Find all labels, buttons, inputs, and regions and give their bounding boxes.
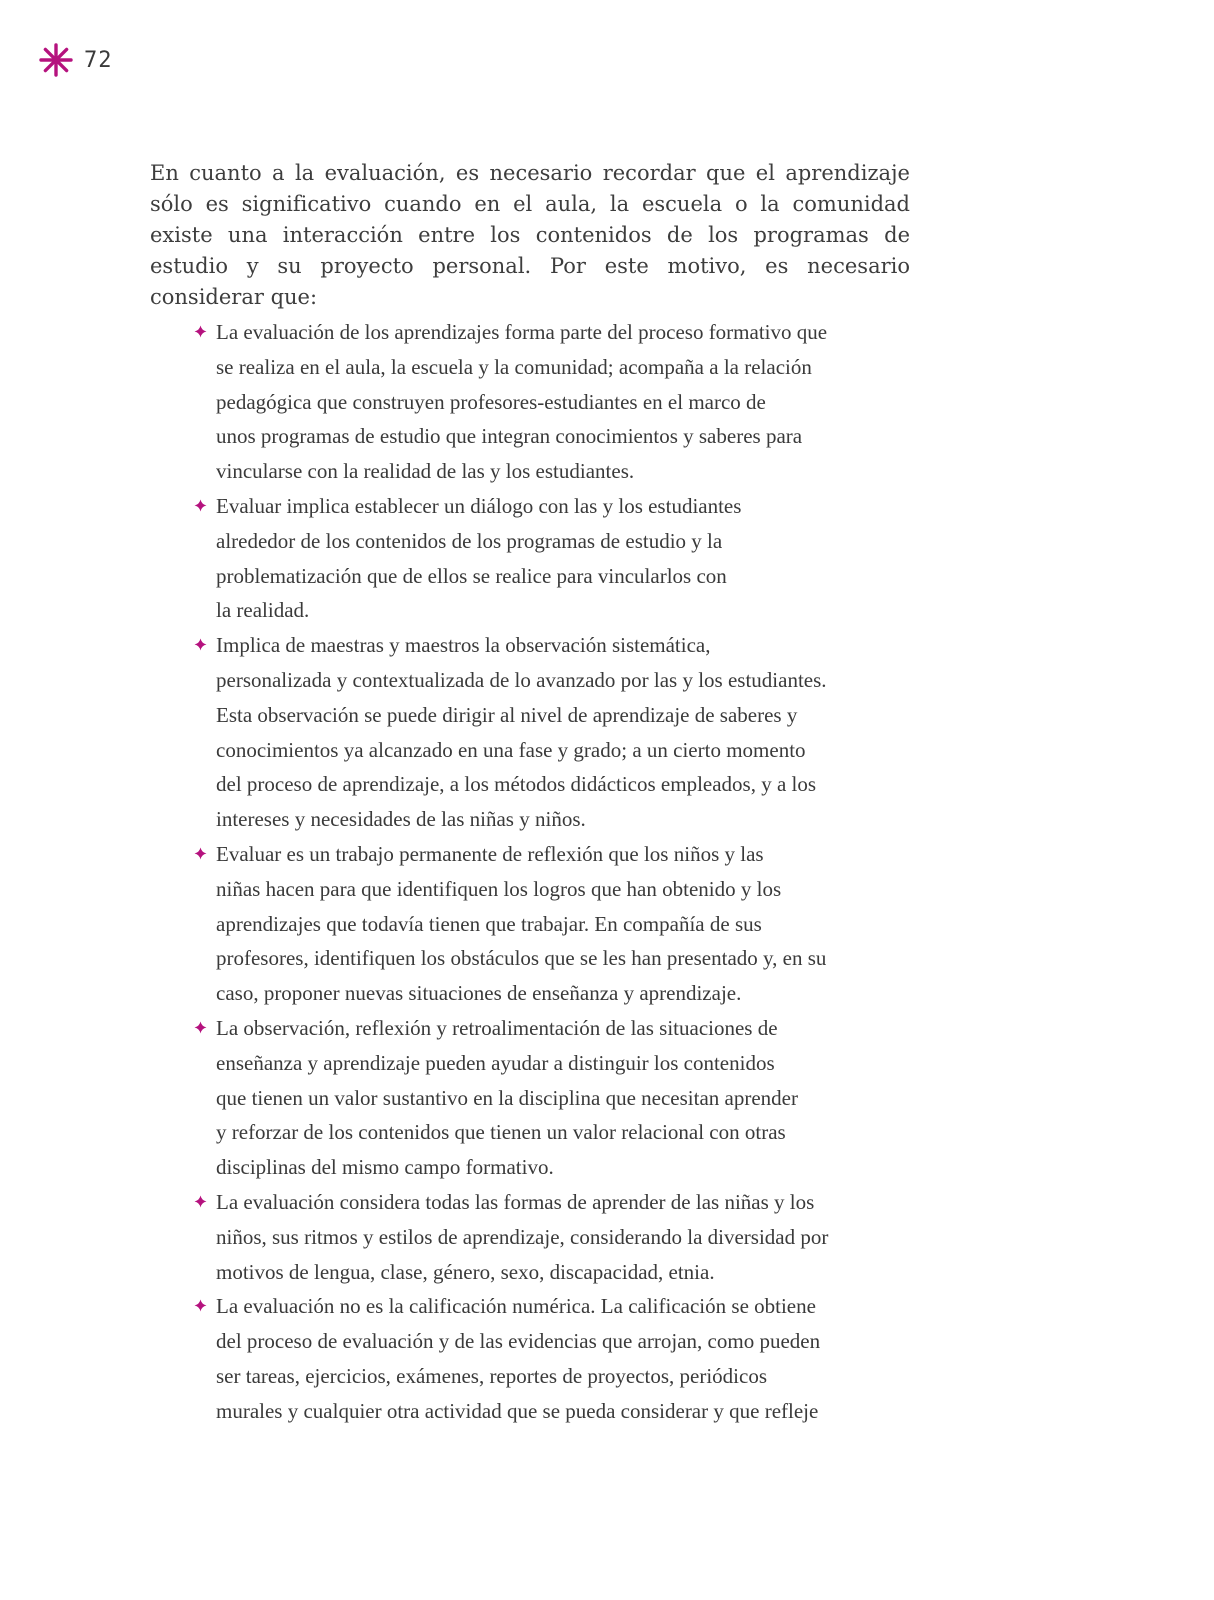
bullet-line: niños, sus ritmos y estilos de aprendizaje, considerando la diversidad por <box>216 1224 829 1249</box>
bullet-list <box>196 315 910 1429</box>
bullet-line: pedagógica que construyen profesores-estudiantes en el marco de <box>216 389 766 414</box>
four-point-star-icon <box>194 638 207 651</box>
bullet-line: caso, proponer nuevas situaciones de enseñanza y aprendizaje. <box>216 981 742 1006</box>
intro-paragraph: En cuanto a la evaluación, es necesario recordar que el aprendizaje sólo es significativo cuando en el aula, la escuela o la comunidad existe una interacción entre los contenidos de los programas de estudio y su proyecto personal. Por este motivo, es necesario considerar que: <box>150 161 910 309</box>
bullet-item <box>196 315 910 489</box>
bullet-item <box>196 489 910 628</box>
bullet-line: La evaluación no es la calificación numérica. La calificación se obtiene <box>216 1294 816 1319</box>
bullet-item <box>196 1185 910 1289</box>
four-point-star-icon <box>194 847 207 860</box>
bullet-line: motivos de lengua, clase, género, sexo, discapacidad, etnia. <box>216 1259 715 1284</box>
bullet-line: conocimientos ya alcanzado en una fase y grado; a un cierto momento <box>216 737 806 762</box>
bullet-line: Evaluar implica establecer un diálogo con las y los estudiantes <box>216 493 742 518</box>
bullet-line: niñas hacen para que identifiquen los logros que han obtenido y los <box>216 876 782 901</box>
bullet-line: Implica de maestras y maestros la observación sistemática, <box>216 633 711 658</box>
bullet-line: intereses y necesidades de las niñas y niños. <box>216 807 586 832</box>
four-point-star-icon <box>194 325 207 338</box>
four-point-star-icon <box>194 499 207 512</box>
bullet-line: disciplinas del mismo campo formativo. <box>216 1155 554 1180</box>
bullet-line: La evaluación considera todas las formas de aprender de las niñas y los <box>216 1189 815 1214</box>
bullet-line: La evaluación de los aprendizajes forma parte del proceso formativo que <box>216 320 828 344</box>
bullet-line: del proceso de evaluación y de las evidencias que arrojan, como pueden <box>216 1329 821 1354</box>
bullet-line: unos programas de estudio que integran conocimientos y saberes para <box>216 424 803 449</box>
bullet-item <box>196 1289 910 1428</box>
four-point-star-icon <box>194 1021 207 1034</box>
bullet-line: personalizada y contextualizada de lo avanzado por las y los estudiantes. <box>216 667 827 692</box>
bullet-line: murales y cualquier otra actividad que se pueda considerar y que refleje <box>216 1398 819 1423</box>
bullet-line: La observación, reflexión y retroalimentación de las situaciones de <box>216 1015 778 1040</box>
bullet-line: ser tareas, ejercicios, exámenes, reportes de proyectos, periódicos <box>216 1363 768 1388</box>
page-header <box>38 42 113 78</box>
page-number: 72 <box>84 47 113 73</box>
bullet-line: Evaluar es un trabajo permanente de reflexión que los niños y las <box>216 841 764 866</box>
bullet-line: la realidad. <box>216 598 310 623</box>
bullet-line: que tienen un valor sustantivo en la disciplina que necesitan aprender <box>216 1085 798 1110</box>
bullet-item <box>196 628 910 837</box>
bullet-item <box>196 1011 910 1185</box>
four-point-star-icon <box>194 1195 207 1208</box>
bullet-line: vincularse con la realidad de las y los estudiantes. <box>216 459 635 484</box>
bullet-line: aprendizajes que todavía tienen que trabajar. En compañía de sus <box>216 911 762 936</box>
bullet-line: se realiza en el aula, la escuela y la comunidad; acompaña a la relación <box>216 354 812 379</box>
bullet-line: del proceso de aprendizaje, a los métodos didácticos empleados, y a los <box>216 772 817 797</box>
four-point-star-icon <box>194 1299 207 1312</box>
bullet-line: alrededor de los contenidos de los programas de estudio y la <box>216 528 723 553</box>
asterisk-icon <box>38 42 74 78</box>
bullet-line: y reforzar de los contenidos que tienen un valor relacional con otras <box>216 1120 786 1145</box>
bullet-line: enseñanza y aprendizaje pueden ayudar a distinguir los contenidos <box>216 1050 775 1075</box>
bullet-line: profesores, identifiquen los obstáculos que se les han presentado y, en su <box>216 946 827 971</box>
body-text <box>150 158 910 1429</box>
bullet-line: Esta observación se puede dirigir al nivel de aprendizaje de saberes y <box>216 702 798 727</box>
bullet-line: problematización que de ellos se realice para vincularlos con <box>216 563 727 588</box>
bullet-item <box>196 837 910 1011</box>
